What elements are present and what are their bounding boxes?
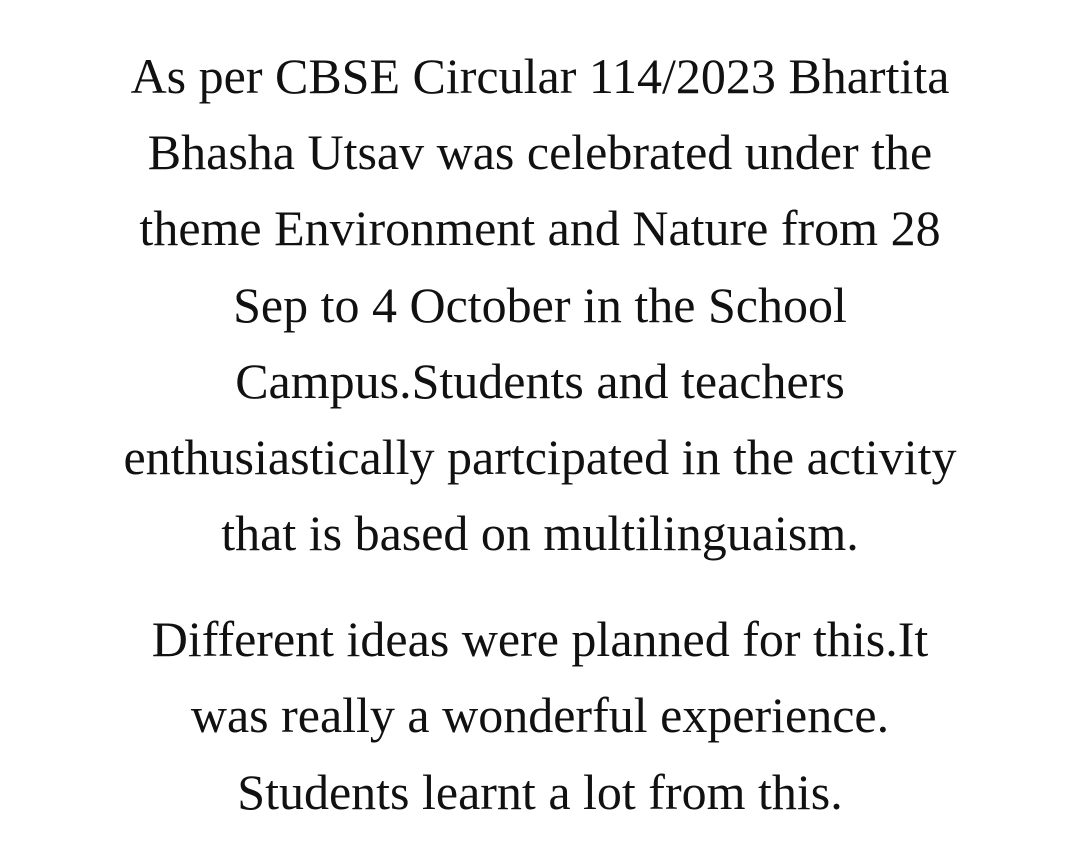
text-line: As per CBSE Circular 114/2023 Bhartita	[130, 48, 950, 104]
text-line: enthusiastically partcipated in the activity	[123, 429, 957, 485]
text-line: Campus.Students and teachers	[235, 353, 845, 409]
text-line: Bhasha Utsav was celebrated under the	[147, 124, 933, 180]
text-line: Sep to 4 October in the School	[233, 277, 847, 333]
text-line: that is based on multilinguaism.	[221, 505, 859, 561]
text-line: was really a wonderful experience.	[190, 687, 890, 743]
text-line: theme Environment and Nature from 28	[139, 200, 941, 256]
text-line: Students learnt a lot from this.	[237, 764, 843, 820]
text-line: Different ideas were planned for this.It	[151, 611, 929, 667]
